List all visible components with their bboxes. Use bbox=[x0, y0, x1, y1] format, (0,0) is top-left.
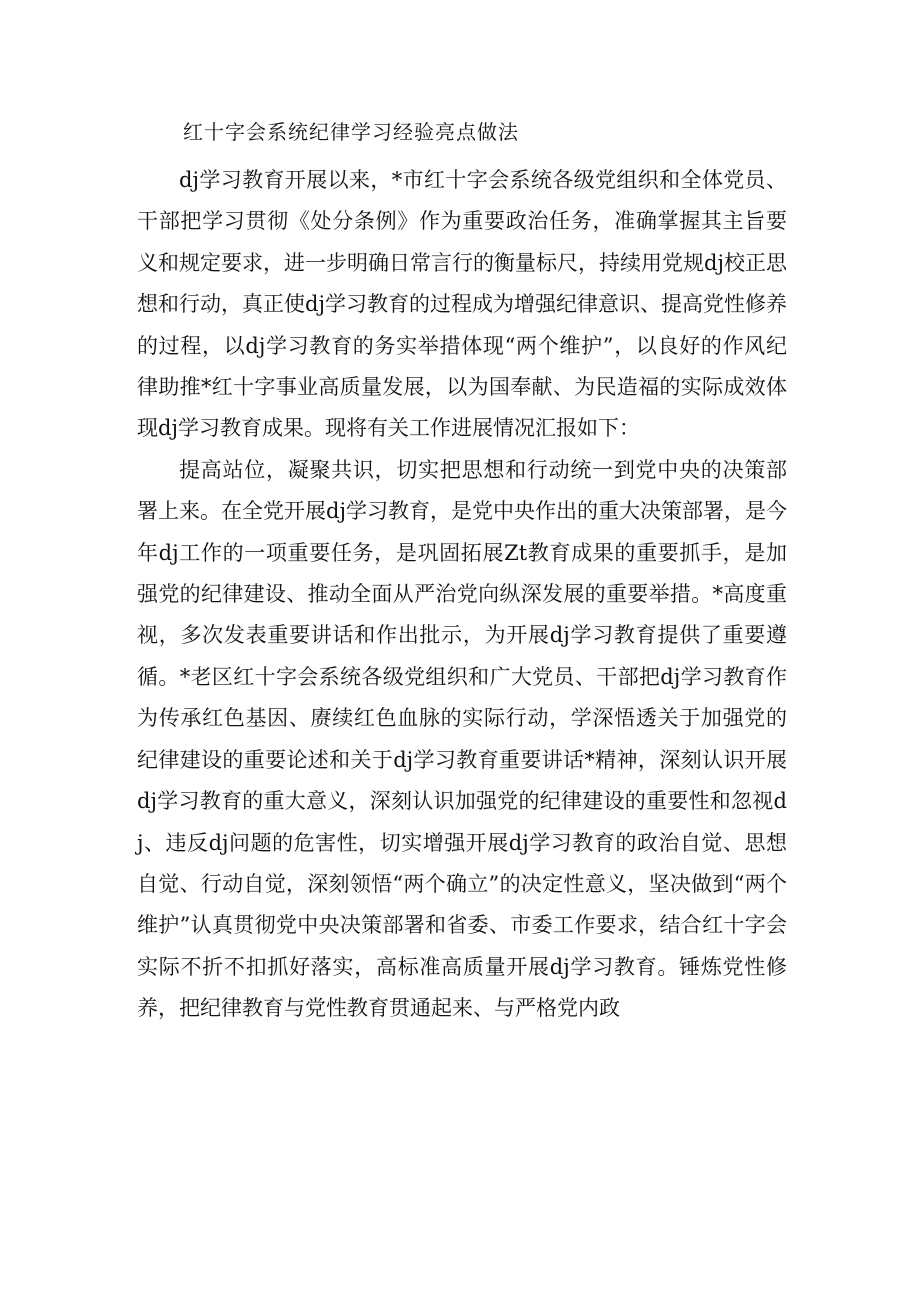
document-title: 红十字会系统纪律学习经验亮点做法 bbox=[183, 120, 519, 144]
paragraph-main: 提高站位，凝聚共识，切实把思想和行动统一到党中央的决策部署上来。在全党开展dj学习教育，是党中央作出的重大决策部署，是今年dj工作的一项重要任务，是巩固拓展Zt教育成果的重要抓手，是加强党的纪律建设、推动全面从严治党向纵深发展的重要举措。*高度重视，多次发表重要讲话和作出批示，为开展dj学习教育提供了重要遵循。*老区红十字会系统各级党组织和广大党员、干部把dj学习教育作为传承红色基因、赓续红色血脉的实际行动，学深悟透关于加强党的纪律建设的重要论述和关于dj学习教育重要讲话*精神，深刻认识开展dj学习教育的重大意义，深刻认识加强党的纪律建设的重要性和忽视dj、违反dj问题的危害性，切实增强开展dj学习教育的政治自觉、思想自觉、行动自觉，深刻领悟“两个确立”的决定性意义，坚决做到“两个维护”认真贯彻党中央决策部署和省委、市委工作要求，结合红十字会实际不折不扣抓好落实，高标准高质量开展dj学习教育。锤炼党性修养，把纪律教育与党性教育贯通起来、与严格党内政 bbox=[137, 457, 787, 1021]
paragraph-intro: dj学习教育开展以来，*市红十字会系统各级党组织和全体党员、干部把学习贯彻《处分条例》作为重要政治任务，准确掌握其主旨要义和规定要求，进一步明确日常言行的衡量标尺，持续用党规dj校正思想和行动，真正使dj学习教育的过程成为增强纪律意识、提高党性修养的过程，以dj学习教育的务实举措体现“两个维护”，以良好的作风纪律助推*红十字事业高质量发展，以为国奉献、为民造福的实际成效体现dj学习教育成果。现将有关工作进展情况汇报如下： bbox=[137, 168, 787, 441]
document-body bbox=[137, 160, 787, 1030]
